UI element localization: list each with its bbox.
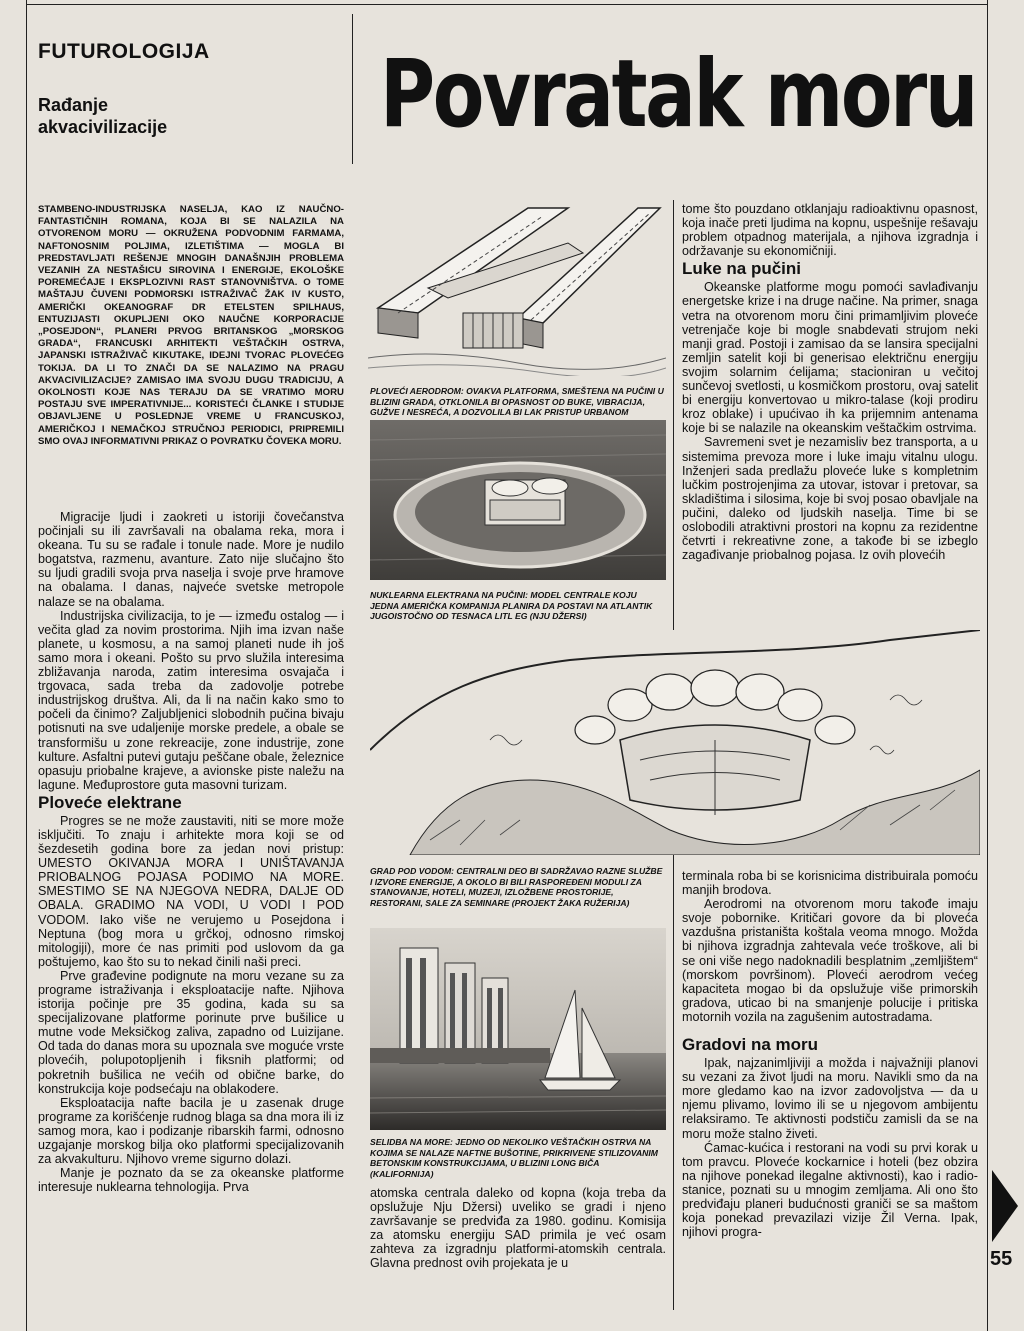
underwater-city-illustration [370, 630, 980, 855]
caption-artificial-island: SELIDBA NA MORE: JEDNO OD NEKOLIKO VEŠTAČKIH OSTRVA NA KOJIMA SE NALAZE NAFTNE BUŠOTINE, PRIKRIVENE STILIZOVANIM BETONSKIM KONSTRUKCIJAMA, U BLIZINI LONG BIČA (KALIFORNIJA) [370, 1137, 658, 1179]
col1-paragraph-6: Manje je poznato da se za okeanske platforme interesuje nuklearna tehnologija. Prva [38, 1166, 344, 1195]
page-number: 55 [990, 1248, 1013, 1270]
top-rule [26, 4, 988, 5]
headline: Povratak moru [380, 40, 976, 149]
col3-paragraph-7: Ćamac-kućica i restorani na vodi su prvi korak u tom pravcu. Ploveće kockarnice i hoteli (bez obzira na njihove ponekad ilegalne aktivnosti), kao i radio-stanice, poznati su u mnogim zemljama. Ali ono što predviđaju planeri budućnosti graniči se sa maštom koja ponekad prevazilazi vizije Žil Verna. Ipak, njihovi progra- [682, 1140, 978, 1240]
col2-paragraph: atomska centrala daleko od kopna (koja treba da opslužuje Nju Džersi) uveliko se gradi i njeno završavanje se predviđa za 1980. godinu. Komisija za atomsku energiju SAD primila je već osam zahteva za izgradnju platformi-atomskih centrala. Glavna prednost ovih projekata je u [370, 1186, 666, 1271]
subhead-luke-na-pucini: Luke na pučini [682, 259, 802, 279]
header-divider [352, 14, 353, 164]
offshore-nuclear-plant-photo [370, 420, 666, 580]
caption-underwater-city: GRAD POD VODOM: CENTRALNI DEO BI SADRŽAVAO RAZNE SLUŽBE I IZVORE ENERGIJE, A OKOLO BI BILI RASPOREĐENI MODULI ZA STANOVANJE, HOTELI, MUZEJI, IZLOŽBENE PROSTORIJE, RESTORANI, SALE ZA SEMINARE (PROJEKT ŽAKA RUŽERIJA) [370, 866, 663, 908]
column-1 [38, 510, 344, 1194]
col1-paragraph-3: Progres se ne može zaustaviti, niti se more može isključiti. To znaju i arhitekte mora koji se od šezdesetih godina bore za jedan novi pristup: UMESTO OKIVANJA MORA I UNIŠTAVANJA PRIOBALNOG POJASA PODIMO NA MORE. SMESTIMO SE NA NJEGOVA NEDRA, DALJE OD OBALA. GRADIMO NA VODI, U VODI I POD VODOM. Iako više ne verujemo u Posejdona i Neptuna (bog mora u grčkoj, odnosno rimskoj mitologiji), more će nas primiti pod uslovom da ga poštujemo, kao što su to nekad činili naši preci. [38, 813, 344, 969]
section-label: FUTUROLOGIJA [38, 40, 210, 63]
col3-paragraph-5: Aerodromi na otvorenom moru takođe imaju svoje pobornike. Kritičari govore da bi ploveća vazdušna pristaništa koštala veoma mnogo. Možda bi njihova izgradnja zahtevala veće troškove, ali bi se oni više nego nadoknadili besplatnim „zemljištem“ (morskom površinom). Ploveći aerodrom većeg kapaciteta mogao bi da opslužuje više primorskih gradova, uticao bi na smanjenje polucije i pritiska motornih vozila na zagušenim autostradama. [682, 897, 978, 1024]
right-margin-rule [987, 0, 988, 1331]
artificial-island-photo [370, 928, 666, 1130]
kicker: Rađanje akvacivilizacije [38, 95, 168, 137]
col1-paragraph-1: Migracije ljudi i zaokreti u istoriji čovečanstva počinjali su ili završavali na obalama reka, mora i okeana. Tu su se rađale i tonule nade. More je nudilo bogatstva, razmenu, avanture. Zato nije slučajno što su ljudi gradili svoja prva naselja i svoje prve hramove na obalama. I danas, najveće svetske metropole nalaze se na obalama. [38, 510, 344, 609]
col1-paragraph-4: Prve građevine podignute na moru vezane su za programe istraživanja i eksploatacije nafte. Njihova istorija počinje pre 35 godina, kada su sa specijalizovane platforme porinute prve bušilice u mutne vode Meksičkog zaliva, zapadno od Luizijane. Od tada do danas mora su upoznala sve moguće vrste plovećih, polupotopljenih i fiksnih platformi; od pokretnih bušilica ne većih od obične barke, do konstrukcija koje podsećaju na oblakodere. [38, 968, 344, 1096]
continue-arrow-icon [992, 1170, 1018, 1242]
left-margin-rule [26, 0, 27, 1331]
subhead-plovece-elektrane: Ploveće elektrane [38, 792, 182, 812]
col3-paragraph-1: tome što pouzdano otklanjaju radioaktivnu opasnost, koja inače preti ljudima na kopnu, uspešnije rešavaju problem otpadnog materijala, a njihova izgradnja i održavanje su ekonomičniji. [682, 202, 978, 259]
col1-paragraph-2: Industrijska civilizacija, to je — između ostalog — i večita glad za novim prostorima. Njih ima izvan naše planete, u kosmosu, a na samoj planeti nude ih još samo mora i okeani. Pošto su prvo služila interesima zbližavanja naroda, zatim interesima osvajača i trgovaca, sada treba da zadovolje potrebe industrijskog društva. Ali, da li na način kako smo to počeli da činimo? Zaljubljenici slobodnih pučina bivaju potisnuti na sve udaljenije morske predele, a obale se transformišu u zone rekreacije, zone industrije, zone kulture. Asfaltni putevi gutaju peščane obale, železnice opasuju priobalne krajeve, a avionske piste naležu na lagune. Međuprostore guta masovni turizam. [38, 608, 344, 792]
col3-paragraph-3: Savremeni svet je nezamisliv bez transporta, a u sistemima prevoza more i luke imaju vitalnu ulogu. Inženjeri sada predlažu ploveće luke s kompletnim lučkim postrojenjima za utovar, istovar i pretovar, sa skladištima i silosima, koje bi svoj posao obavljale na pučini, daleko od ljudskih naselja. Time bi se oslobodili atraktivni prostori na kopnu za rezidentne četvrti i rekreativne zone, a takođe bi se izbeglo zagađivanje priobalnog pojasa. Iz ovih plovećih [682, 435, 978, 563]
floating-airport-illustration [368, 198, 666, 376]
col1-paragraph-5: Eksploatacija nafte bacila je u zasenak druge programe za korišćenje rudnog blaga sa dna mora ili iz samog mora, kao i podizanje ribarskih farmi, odnosno uzgajanje morskog bilja oko platformi specijalizovanih za akvakulturu. Njihovo vreme sigurno dolazi. [38, 1095, 344, 1167]
col3-paragraph-6: Ipak, najzanimljiviji a možda i najvažniji planovi su vezani za život ljudi na moru. Navikli smo da na more gledamo kao na izvor zadovoljstva — da u njemu plivamo, lovimo ili se u njegovom ambijentu relaksiramo. Te aktivnosti podstiču zamisli da se na moru može stalno živeti. [682, 1056, 978, 1141]
col3-paragraph-4: terminala roba bi se korisnicima distribuirala pomoću manjih brodova. [682, 869, 978, 898]
caption-nuclear-plant: NUKLEARNA ELEKTRANA NA PUČINI: MODEL CENTRALE KOJU JEDNA AMERIČKA KOMPANIJA PLANIRA DA POSTAVI NA ATLANTIK JUGOISTOČNO OD TESNACA LITL EG (NJU DŽERSI) [370, 590, 653, 622]
lead-paragraph: STAMBENO-INDUSTRIJSKA NASELJA, KAO IZ NAUČNO-FANTASTIČNIH ROMANA, KOJA BI SE NALAZILA NA OTVORENOM MORU — OKRUŽENA PODVODNIM FARMAMA, NAFTONOSNIM POLJIMA, IZLETIŠTIMA — MOGLA BI PREDSTAVLJATI REŠENJE MNOGIH DANAŠNJIH PROBLEMA VEZANIH ZA NESTAŠICU SIROVINA I ENERGIJE, EKOLOŠKE POREMEĆAJE I EKSPLOZIVNI RAST STANOVNIŠTVA. O TOME MAŠTAJU ČUVENI PODMORSKI ISTRAŽIVAČ ŽAK IV KUSTO, AMERIČKI OKEANOGRAF DR ETELSTEN SPILHAUS, ENTUZIJASTI OKUPLJENI OKO NAUČNE KORPORACIJE „POSEJDON“, PLANERI PRVOG BRITANSKOG „MORSKOG GRADA“, FRANCUSKI ARHITEKTI VEŠTAČKIH OSTRVA, JAPANSKI ISTRAŽIVAČ KIKUTAKE, IDEJNI TVORAC PLOVEĆEG TOKIJA. DA LI TO ZNAČI DA SE NALAZIMO NA PRAGU AKVACIVILIZACIJE? ZAMISAO IMA SVOJU DUGU TRADICIJU, A OKOLNOSTI KOJE NAS TERAJU DA SE VRATIMO MORU POSTAJU SVE IMPERATIVNIJE... KORISTEĆI ČLANKE I STUDIJE OBJAVLJENE U POSLEDNJE VREME U FRANCUSKOJ, AMERIČKOJ I NEMAČKOJ STRUČNOJ PERIODICI, PRIPREMILI SMO OVAJ INFORMATIVNI PRIKAZ O POVRATKU ČOVEKA MORU. [38, 204, 344, 447]
column-3-bottom [682, 869, 978, 1239]
caption-floating-airport: PLOVEĆI AERODROM: OVAKVA PLATFORMA, SMEŠTENA NA PUČINI U BLIZINI GRADA, OTKLONILA BI OPASNOST OD BUKE, VIBRACIJA, GUŽVE I NESREĆA, A DOZVOLILA BI LAK PRISTUP URBANOM [370, 386, 664, 418]
column-2-bottom [370, 1186, 666, 1271]
column-3-top [682, 202, 978, 562]
subhead-gradovi-na-moru: Gradovi na moru [682, 1035, 819, 1055]
col3-paragraph-2: Okeanske platforme mogu pomoći savlađivanju energetske krize i na druge načine. Na primer, snaga vetra na otvorenom moru čini primamljivim ploveće vetrenjače koje bi mogle snabdevati strujom neki manji grad. Postoji i zamisao da se lansira specijalni zemljin satelit koji bi generisao električnu energiju svojim solarnim ćelijama; stacioniran u večitoj sunčevoj svetlosti, u kosmičkom prostoru, ovaj satelit bi energiju konvertovao u mikro-talase (koji prodiru kroz oblake) i upućivao ih ka prijemnim antenama koje bi se nalazile na okeanskim veštačkim ostrvima. [682, 280, 978, 436]
